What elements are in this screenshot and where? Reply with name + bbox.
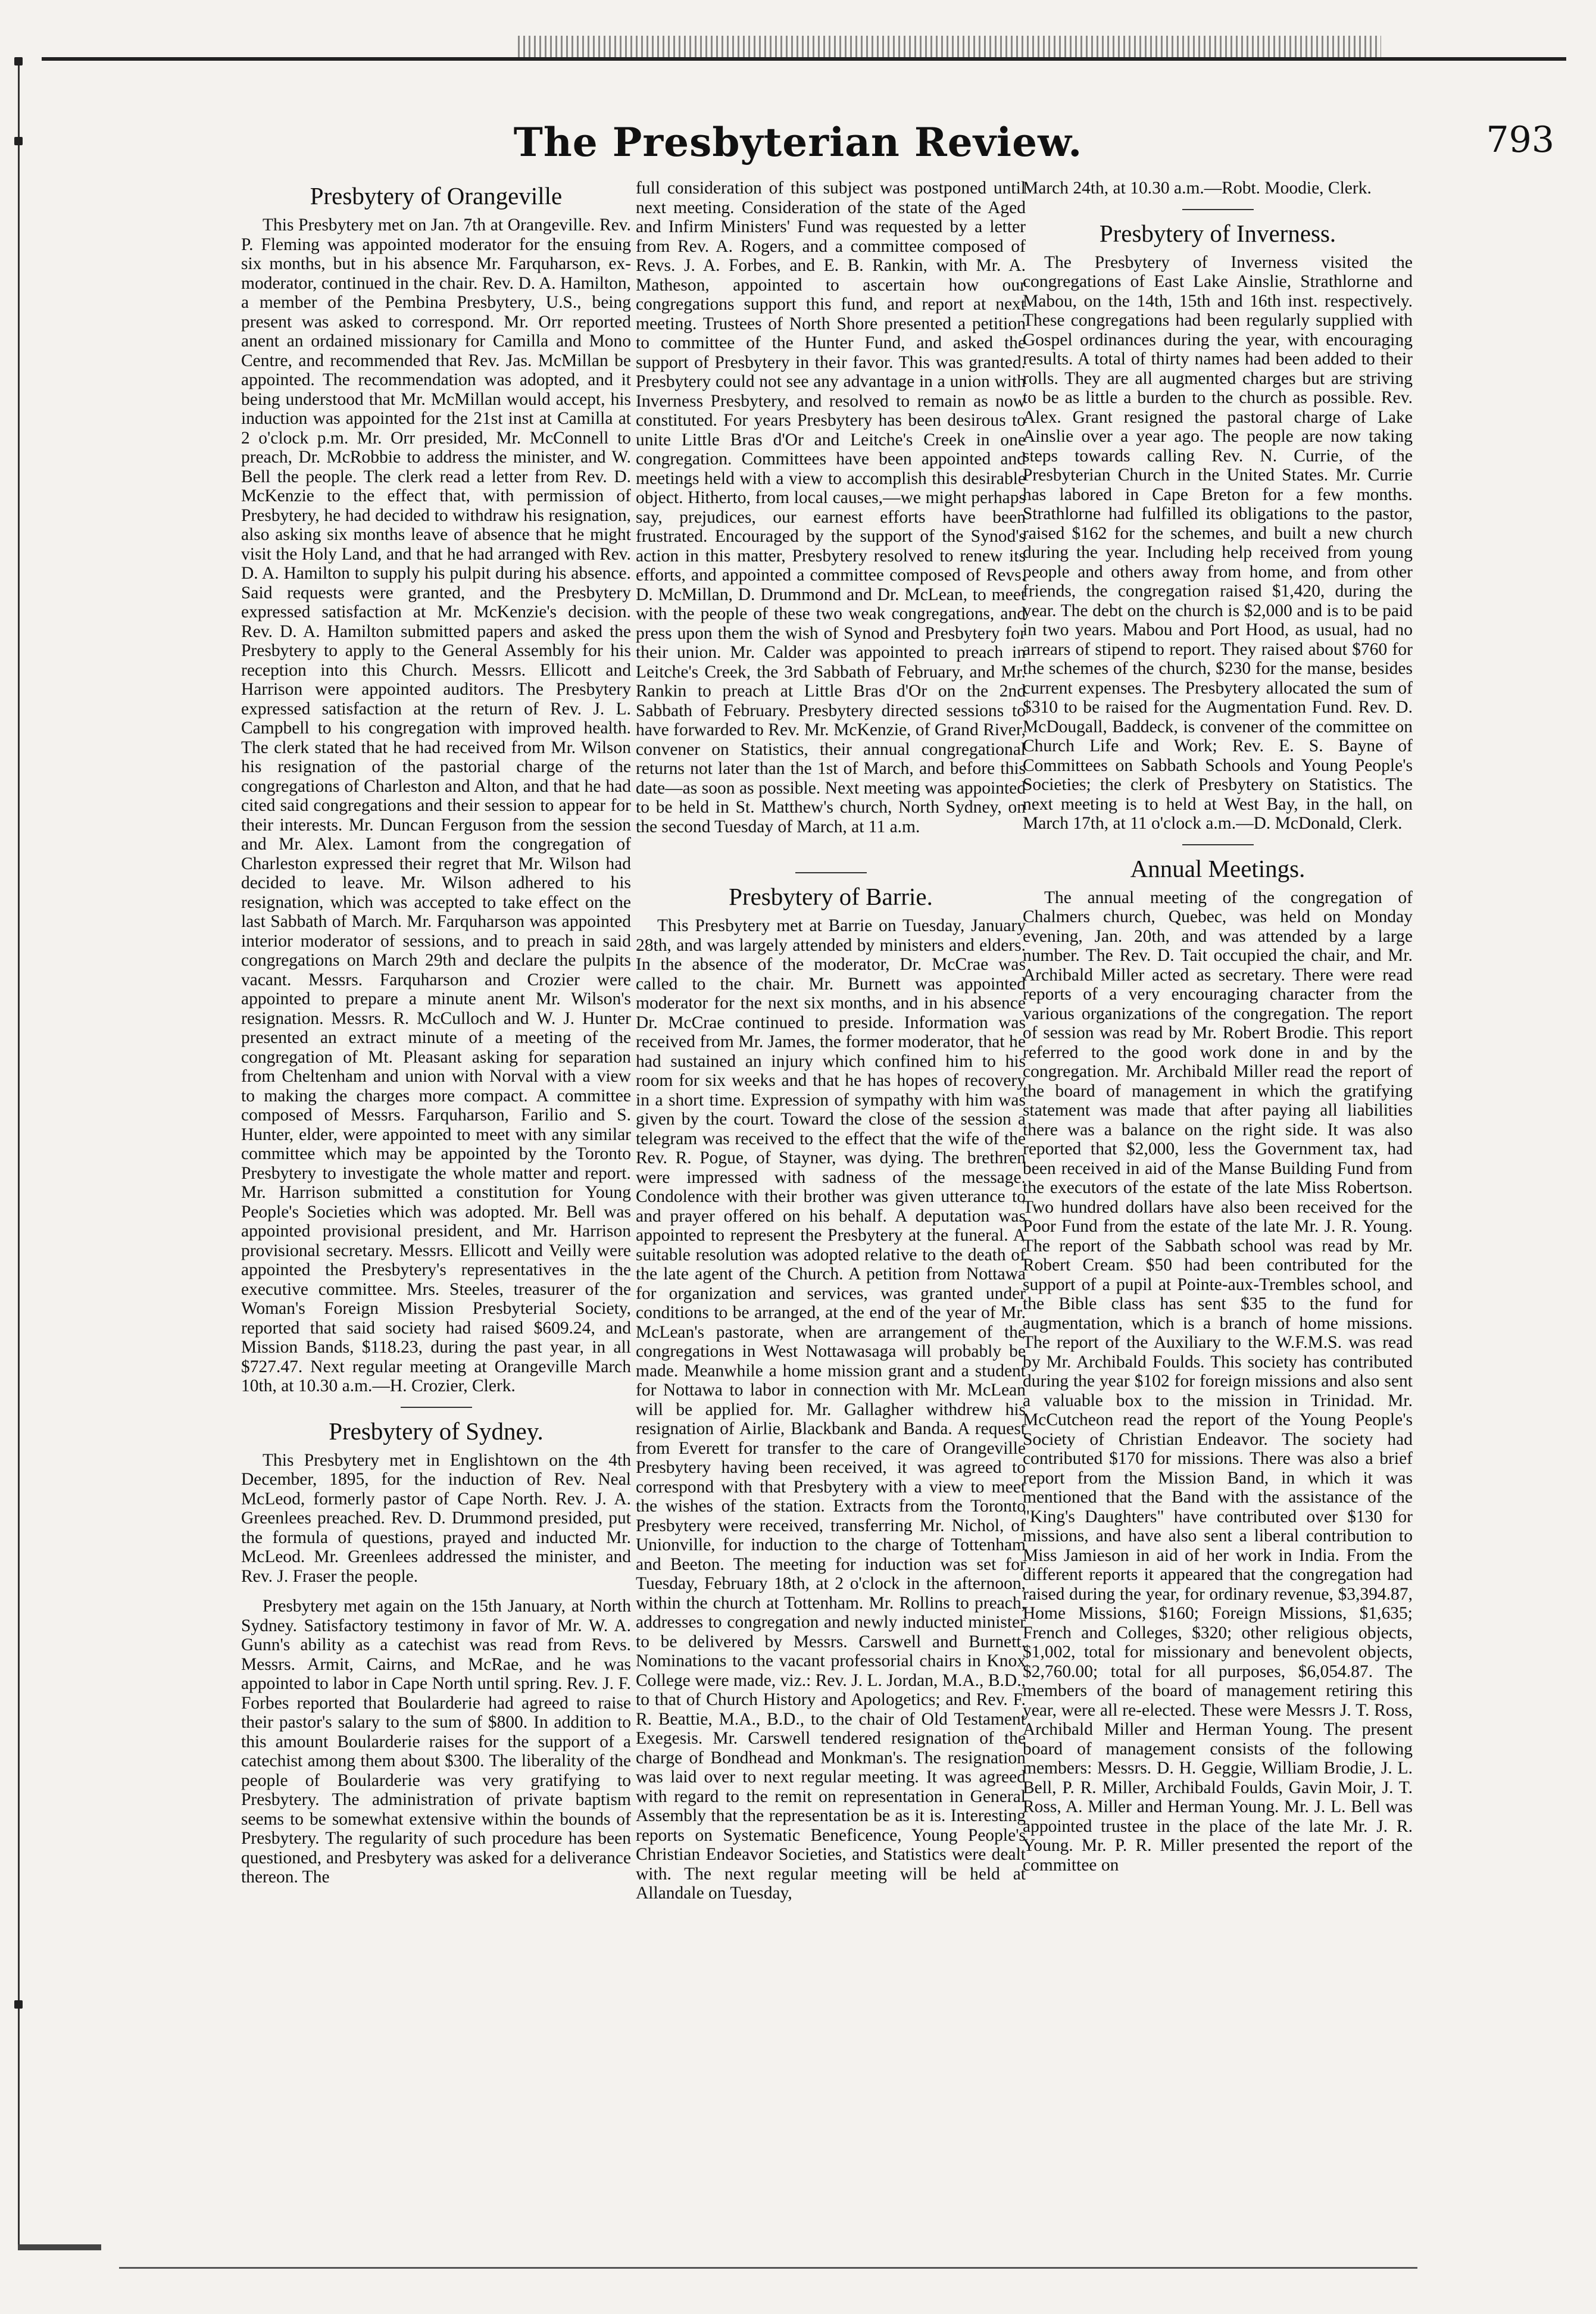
section-divider bbox=[795, 872, 867, 873]
article-paragraph: This Presbytery met in Englishtown on the 4th December, 1895, for the induction of Rev. Neal McLeod, formerly pastor of Cape North. Rev. J. A. Greenlees preached. Rev. D. Drummond presided, put the formula of questions, prayed and inducted Mr. McLeod. Mr. Greenlees addressed the minister, and Rev. J. Fraser the people. bbox=[241, 1450, 631, 1586]
article-paragraph: The Presbytery of Inverness visited the congregations of East Lake Ainslie, Strathlorne and Mabou, on the 14th, 15th and 16th inst. respectively. These congregations had been regularly supplied with Gospel ordinances during the year, with encouraging results. A total of thirty names had been added to their rolls. They are all augmented charges but are striving to be as little a burden to the church as possible. Rev. Alex. Grant resigned the pastoral charge of Lake Ainslie over a year ago. The people are now taking steps towards calling Rev. N. Currie, of the Presbyterian Church in the United States. Mr. Currie has labored in Cape Breton for a few months. Strathlorne had fulfilled its obligations to the pastor, raised $162 for the schemes, and built a new church during the year. Including help received from young people and others away from home, and from other friends, the congregation raised $1,420, during the year. The debt on the church is $2,000 and is to be paid in two years. Mabou and Port Hood, as usual, had no arrears of stipend to report. They raised about $760 for the schemes of the church, $230 for the manse, besides current expenses. The Presbytery allocated the sum of $310 to be raised for the Augmentation Fund. Rev. D. McDougall, Baddeck, is convener of the committee on Church Life and Work; Rev. E. S. Bayne of Committees on Sabbath Schools and Young People's Societies; the clerk of Presbytery on Statistics. The next meeting is to held at West Bay, in the hall, on March 17th, at 11 o'clock a.m.—D. McDonald, Clerk. bbox=[1023, 252, 1413, 833]
article-paragraph: This Presbytery met on Jan. 7th at Orangeville. Rev. P. Fleming was appointed moderator for the ensuing six months, but in his absence Mr. Farquharson, ex-moderator, continued in the chair. Rev. D. A. Hamilton, a member of the Pembina Presbytery, U.S., being present was asked to correspond. Mr. Orr reported anent an ordained missionary for Camilla and Mono Centre, and recommended that Rev. Jas. McMillan be appointed. The recommendation was adopted, and it being understood that Mr. McMillan would accept, his induction was appointed for the 21st inst at Camilla at 2 o'clock p.m. Mr. Orr presided, Mr. McConnell to preach, Dr. McRobbie to address the minister, and W. Bell the people. The clerk read a letter from Rev. D. McKenzie to the effect that, with permission of Presbytery, he had decided to withdraw his resignation, also asking six months leave of absence that he might visit the Holy Land, and that he had arranged with Rev. D. A. Hamilton to supply his pulpit during his absence. Said requests were granted, and the Presbytery expressed satisfaction at Mr. McKenzie's decision. Rev. D. A. Hamilton submitted papers and asked the Presbytery to apply to the General Assembly for his reception into this Church. Messrs. Ellicott and Harrison were appointed auditors. The Presbytery expressed satisfaction at the return of Rev. J. L. Campbell to his congregation with improved health. The clerk stated that he had received from Mr. Wilson his resignation of the pastorial charge of the congregations of Charleston and Alton, and that he had cited said congregations and their session to appear for their interests. Mr. Duncan Ferguson from the session and Mr. Alex. Lamont from the congregation of Charleston expressed their regret that Mr. Wilson had decided to leave. Mr. Wilson adhered to his resignation, which was accepted to take effect on the last Sabbath of March. Mr. Farquharson was appointed interior moderator of sessions, and to preach in said congregations on March 29th and declare the pulpits vacant. Messrs. Farquharson and Crozier were appointed to prepare a minute anent Mr. Wilson's resignation. Messrs. R. McCulloch and W. J. Hunter presented an extract minute of a meeting of the congregation of Mt. Pleasant asking for separation from Cheltenham and union with Norval with a view to making the charges more compact. A committee composed of Messrs. Farquharson, Farilio and S. Hunter, elder, were appointed to meet with any similar committee which may be appointed by the Toronto Presbytery to investigate the whole matter and report. Mr. Harrison submitted a constitution for Young People's Societies which was adopted. Mr. Bell was appointed provisional president, and Mr. Harrison provisional secretary. Messrs. Ellicott and Veilly were appointed the Presbytery's representatives in the executive committee. Mrs. Steeles, treasurer of the Woman's Foreign Mission Presbyterial Society, reported that said society had raised $609.24, and Mission Bands, $118.23, during the past year, in all $727.47. Next regular meeting at Orangeville March 10th, at 10.30 a.m.—H. Crozier, Clerk. bbox=[241, 216, 631, 1395]
column-1 bbox=[241, 179, 631, 1887]
column-2 bbox=[636, 179, 1026, 1903]
footer-mark bbox=[18, 2244, 101, 2250]
binding-mark bbox=[14, 57, 23, 65]
binding-mark bbox=[14, 2000, 23, 2009]
section-heading-sydney: Presbytery of Sydney. bbox=[329, 1417, 544, 1445]
section-divider bbox=[1182, 844, 1254, 845]
article-paragraph: The annual meeting of the congregation of Chalmers church, Quebec, was held on Monday evening, Jan. 20th, and was attended by a large number. The Rev. D. Tait occupied the chair, and Mr. Archibald Miller acted as secretary. There were read reports of a very encouraging character from the various organizations of the congregation. The report of session was read by Mr. Robert Brodie. This report referred to the good work done in and by the congregation. Mr. Archibald Miller read the report of the board of management in which the gratifying statement was made that after paying all liabilities there was a balance on the right side. It was also reported that $2,000, less the Government tax, had been received in aid of the Manse Building Fund from the executors of the estate of the late Miss Robertson. Two hundred dollars have also been received for the Poor Fund from the estate of the late Mr. J. R. Young. The report of the Sabbath school was read by Mr. Robert Cream. $50 had been contributed for the support of a pupil at Pointe-aux-Trembles school, and the Bible class has sent $35 to the fund for augmentation, which is a branch of home missions. The report of the Auxiliary to the W.F.M.S. was read by Mr. Archibald Foulds. This society has contributed during the year $102 for foreign missions and also sent a valuable box to the mission in Trinidad. Mr. McCutcheon read the report of the Young People's Society of Christian Endeavor. The society had contributed $170 for missions. There was also a brief report from the Mission Band, in which it was mentioned that the Band with the assistance of the "King's Daughters" have contributed over $130 for missions, and have also sent a liberal contribution to Miss Jamieson in aid of her work in India. From the different reports it appeared that the congregation had raised during the year, for ordinary revenue, $3,394.87, Home Missions, $160; Foreign Missions, $1,635; French and Colleges, $320; other religious objects, $1,002, total for missionary and benevolent objects, $2,760.00; total for all purposes, $6,054.87. The members of the board of management retiring this year, were all re-elected. These were Messrs J. T. Ross, Archibald Miller and Herman Young. The present board of management consists of the following members: Messrs. D. H. Geggie, William Brodie, J. L. Bell, P. R. Miller, Archibald Foulds, Gavin Moir, J. T. Ross, A. Miller and Herman Young. Mr. J. L. Bell was appointed trustee in the place of the late Mr. J. R. Young. Mr. P. R. Miller presented the report of the committee on bbox=[1023, 888, 1413, 1875]
footer-rule bbox=[119, 2267, 1417, 2269]
article-paragraph: March 24th, at 10.30 a.m.—Robt. Moodie, Clerk. bbox=[1023, 179, 1372, 198]
section-heading-annual-meetings: Annual Meetings. bbox=[1130, 854, 1305, 882]
print-noise bbox=[518, 36, 1381, 60]
section-divider bbox=[401, 1407, 472, 1408]
section-heading-inverness: Presbytery of Inverness. bbox=[1099, 219, 1336, 247]
section-heading-orangeville: Presbytery of Orangeville bbox=[310, 182, 563, 210]
section-heading-barrie: Presbytery of Barrie. bbox=[729, 883, 933, 910]
page-number: 793 bbox=[1486, 119, 1554, 161]
article-paragraph: full consideration of this subject was postponed until next meeting. Consideration of the state of the Aged and Infirm Ministers' Fund was requested by a letter from Rev. A. Rogers, and a committee composed of Revs. J. A. Forbes, and E. B. Rankin, with Mr. A. Matheson, appointed to ascertain how our congregations support this fund, and report at next meeting. Trustees of North Shore presented a petition to committee of the Hunter Fund, and asked the support of Presbytery in their favor. This was granted. Presbytery could not see any advantage in a union with Inverness Presbytery, and resolved to remain as now constituted. For years Presbytery has been desirous to unite Little Bras d'Or and Leitche's Creek in one congregation. Committees have been appointed and meetings held with a view to accomplish this desirable object. Hitherto, from local causes,—we might perhaps say, prejudices, our earnest efforts have been frustrated. Encouraged by the support of the Synod's action in this matter, Presbytery resolved to renew its efforts, and appointed a committee composed of Revs. D. McMillan, D. Drummond and Dr. McLean, to meet with the people of these two weak congregations, and press upon them the wish of Synod and Presbytery for their union. Mr. Calder was appointed to preach in Leitche's Creek, the 3rd Sabbath of February, and Mr. Rankin to preach at Little Bras d'Or on the 2nd Sabbath of February. Presbytery directed sessions to have forwarded to Rev. Mr. McKenzie, of Grand River, convener on Statistics, their annual congregational returns not later than the 1st of March, and before this date—as soon as possible. Next meeting was appointed to be held in St. Matthew's church, North Sydney, on the second Tuesday of March, at 11 a.m. bbox=[636, 179, 1026, 836]
journal-title: The Presbyterian Review. bbox=[513, 119, 1083, 165]
article-paragraph: Presbytery met again on the 15th January, at North Sydney. Satisfactory testimony in favor of Mr. W. A. Gunn's ability as a catechist was read from Revs. Messrs. Armit, Cairns, and McRae, and he was appointed to labor in Cape North until spring. Rev. J. F. Forbes reported that Boularderie had agreed to raise their pastor's salary to the sum of $800. In addition to this amount Boularderie raises for the support of a catechist among them about $300. The liberality of the people of Boularderie was very gratifying to Presbytery. The administration of private baptism seems to be somewhat extensive within the bounds of Presbytery. The regularity of such procedure has been questioned, and Presbytery was asked for a deliverance thereon. The bbox=[241, 1597, 631, 1887]
article-paragraph: This Presbytery met at Barrie on Tuesday, January 28th, and was largely attended by ministers and elders. In the absence of the moderator, Dr. McCrae was called to the chair. Mr. Burnett was appointed moderator for the next six months, and in his absence Dr. McCrae continued to preside. Information was received from Mr. James, the former moderator, that he had sustained an injury which confined him to his room for six weeks and that he has hopes of recovery in a short time. Expression of sympathy with him was given by the court. Toward the close of the session a telegram was received to the effect that the wife of the Rev. R. Pogue, of Stayner, was dying. The brethren were impressed with sadness of the message. Condolence with their brother was given utterance to and prayer offered on his behalf. A deputation was appointed to represent the Presbytery at the funeral. A suitable resolution was adopted relative to the death of the late agent of the Church. A petition from Nottawa for organization and services, was granted under conditions to be arranged, at the end of the year of Mr. McLean's pastorate, when are arrangement of the congregations in West Nottawasaga will probably be made. Meanwhile a home mission grant and a student for Nottawa to labor in connection with Mr. McLean will be applied for. Mr. Gallagher withdrew his resignation of Airlie, Blackbank and Banda. A request from Everett for transfer to the care of Orangeville Presbytery having been received, it was agreed to correspond with that Presbytery with a view to meet the wishes of the station. Extracts from the Toronto Presbytery were received, transferring Mr. Nichol, of Unionville, for induction to the charge of Tottenham and Beeton. The meeting for induction was set for Tuesday, February 18th, at 2 o'clock in the afternoon, within the church at Tottenham. Mr. Rollins to preach, addresses to congregation and newly inducted minister to be delivered by Messrs. Carswell and Burnett. Nominations to the vacant professorial chairs in Knox College were made, viz.: Rev. J. L. Jordan, M.A., B.D., to that of Church History and Apologetics; and Rev. F. R. Beattie, M.A., B.D., to the chair of Old Testament Exegesis. Mr. Carswell tendered resignation of the charge of Bondhead and Monkman's. The resignation was laid over to next regular meeting. It was agreed with regard to the remit on representation in General Assembly that the representation be as it is. Interesting reports on Systematic Beneficence, Young People's Christian Endeavor Societies, and Statistics were dealt with. The next regular meeting will be held at Allandale on Tuesday, bbox=[636, 916, 1026, 1903]
section-divider bbox=[1182, 209, 1254, 210]
column-3 bbox=[1023, 179, 1413, 1875]
page-header bbox=[0, 119, 1596, 173]
binding-edge bbox=[18, 57, 20, 2248]
header-rule bbox=[42, 57, 1566, 61]
